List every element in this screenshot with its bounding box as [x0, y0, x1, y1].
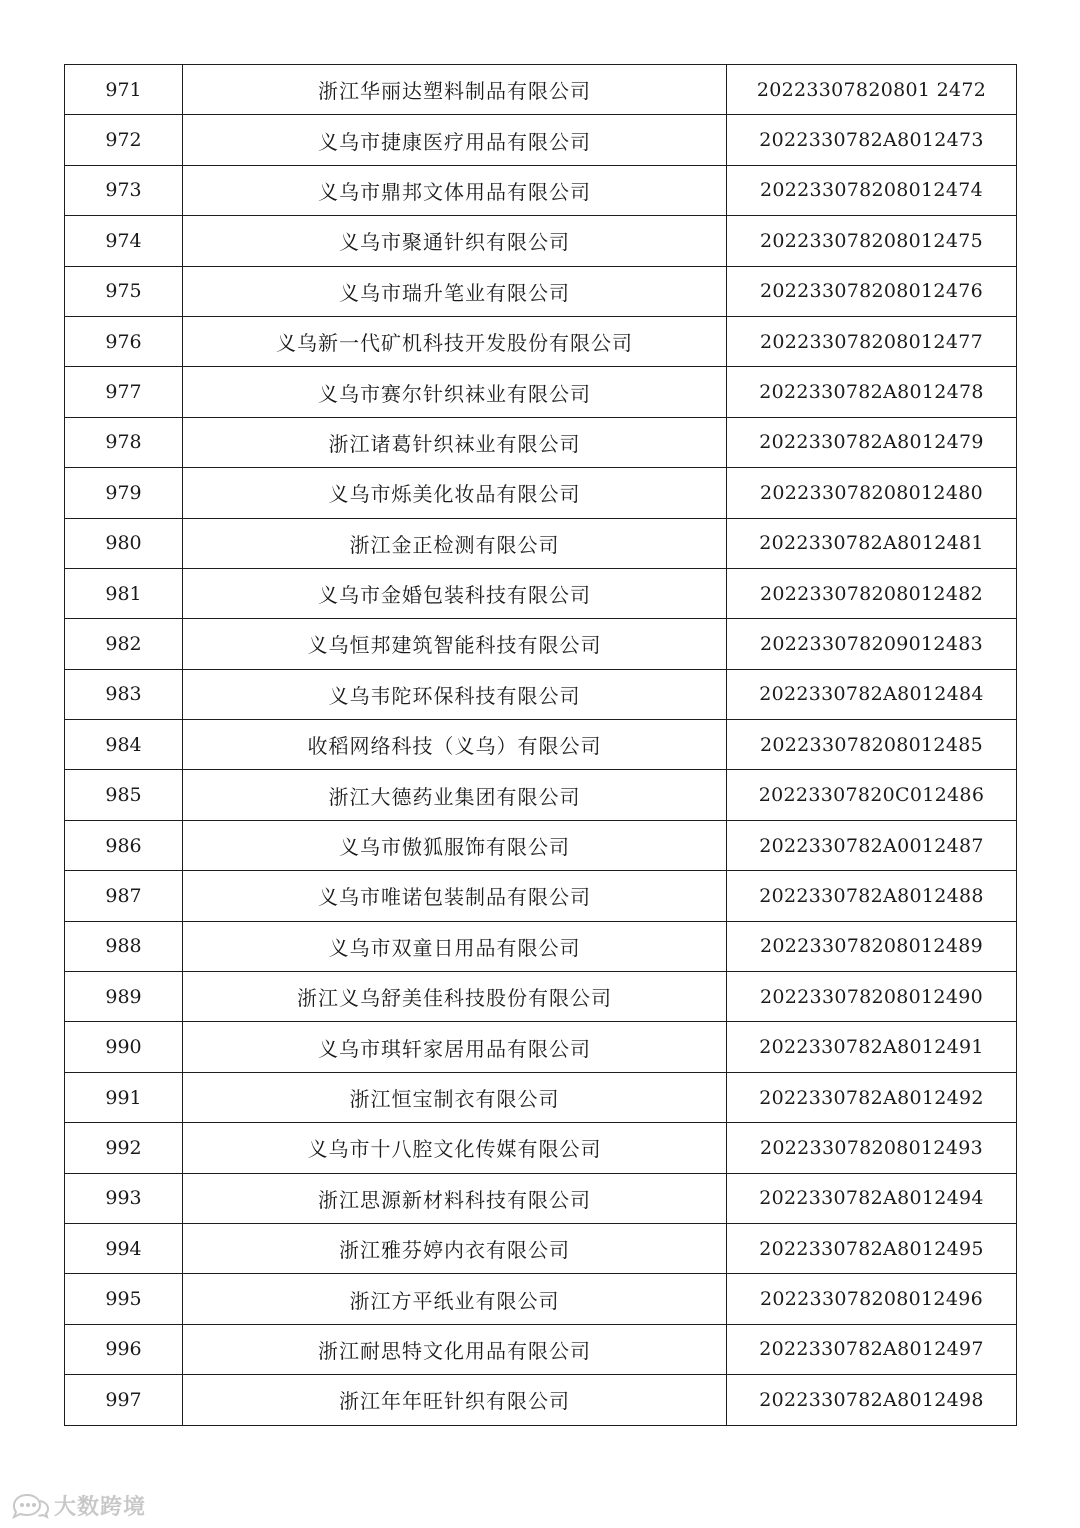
table-row	[65, 619, 1017, 669]
table-row	[65, 568, 1017, 618]
certificate-code-cell: 202233078209012483	[727, 619, 1017, 669]
certificate-code-cell: 2022330782A8012478	[727, 367, 1017, 417]
table-row	[65, 820, 1017, 870]
company-name-cell: 义乌市傲狐服饰有限公司	[183, 820, 727, 870]
certificate-code-cell: 202233078208012475	[727, 216, 1017, 266]
row-number-cell: 986	[65, 820, 183, 870]
row-number-cell: 992	[65, 1123, 183, 1173]
certificate-code-cell: 2022330782A8012481	[727, 518, 1017, 568]
company-name-cell: 义乌市烁美化妆品有限公司	[183, 468, 727, 518]
company-name-cell: 义乌市聚通针织有限公司	[183, 216, 727, 266]
company-name-cell: 义乌市十八腔文化传媒有限公司	[183, 1123, 727, 1173]
company-name-cell: 收稻网络科技（义乌）有限公司	[183, 720, 727, 770]
row-number-cell: 981	[65, 568, 183, 618]
company-name-cell: 浙江耐思特文化用品有限公司	[183, 1324, 727, 1374]
table-row	[65, 367, 1017, 417]
certificate-code-cell: 2022330782A8012473	[727, 115, 1017, 165]
table-row	[65, 518, 1017, 568]
company-name-cell: 浙江雅芬婷内衣有限公司	[183, 1223, 727, 1273]
company-name-cell: 义乌市鼎邦文体用品有限公司	[183, 165, 727, 215]
table-row	[65, 1274, 1017, 1324]
certificate-code-cell: 202233078208012480	[727, 468, 1017, 518]
certificate-code-cell: 202233078208012485	[727, 720, 1017, 770]
company-name-cell: 义乌市捷康医疗用品有限公司	[183, 115, 727, 165]
table-row	[65, 417, 1017, 467]
table-row	[65, 65, 1017, 115]
row-number-cell: 987	[65, 871, 183, 921]
table-row	[65, 669, 1017, 719]
certificate-code-cell: 2022330782A8012484	[727, 669, 1017, 719]
table-body	[65, 65, 1017, 1426]
row-number-cell: 994	[65, 1223, 183, 1273]
company-name-cell: 浙江恒宝制衣有限公司	[183, 1072, 727, 1122]
row-number-cell: 980	[65, 518, 183, 568]
row-number-cell: 971	[65, 65, 183, 115]
certificate-code-cell: 20223307820801 2472	[727, 65, 1017, 115]
table-row	[65, 1324, 1017, 1374]
certificate-code-cell: 2022330782A8012495	[727, 1223, 1017, 1273]
company-name-cell: 义乌市双童日用品有限公司	[183, 921, 727, 971]
row-number-cell: 985	[65, 770, 183, 820]
company-name-cell: 义乌市赛尔针织袜业有限公司	[183, 367, 727, 417]
company-name-cell: 义乌市瑞升笔业有限公司	[183, 266, 727, 316]
certificate-code-cell: 20223307820C012486	[727, 770, 1017, 820]
row-number-cell: 983	[65, 669, 183, 719]
company-name-cell: 义乌市琪轩家居用品有限公司	[183, 1022, 727, 1072]
row-number-cell: 973	[65, 165, 183, 215]
certificate-code-cell: 2022330782A8012498	[727, 1375, 1017, 1425]
company-name-cell: 浙江年年旺针织有限公司	[183, 1375, 727, 1425]
certificate-code-cell: 2022330782A8012488	[727, 871, 1017, 921]
row-number-cell: 984	[65, 720, 183, 770]
certificate-code-cell: 2022330782A8012491	[727, 1022, 1017, 1072]
watermark	[10, 1490, 146, 1521]
table-row	[65, 921, 1017, 971]
table-row	[65, 770, 1017, 820]
table-row	[65, 1022, 1017, 1072]
certificate-code-cell: 202233078208012474	[727, 165, 1017, 215]
certificate-code-cell: 2022330782A8012479	[727, 417, 1017, 467]
table-row	[65, 316, 1017, 366]
certificate-code-cell: 2022330782A0012487	[727, 820, 1017, 870]
certificate-code-cell: 2022330782A8012494	[727, 1173, 1017, 1223]
row-number-cell: 996	[65, 1324, 183, 1374]
table-row	[65, 1375, 1017, 1425]
row-number-cell: 979	[65, 468, 183, 518]
watermark-text: 大数跨境	[54, 1495, 147, 1520]
row-number-cell: 972	[65, 115, 183, 165]
table-row	[65, 266, 1017, 316]
company-name-cell: 浙江大德药业集团有限公司	[183, 770, 727, 820]
company-name-cell: 义乌市金婚包装科技有限公司	[183, 568, 727, 618]
table-row	[65, 1123, 1017, 1173]
table-row	[65, 972, 1017, 1022]
company-name-cell: 浙江方平纸业有限公司	[183, 1274, 727, 1324]
row-number-cell: 993	[65, 1173, 183, 1223]
company-name-cell: 义乌恒邦建筑智能科技有限公司	[183, 619, 727, 669]
certificate-code-cell: 202233078208012496	[727, 1274, 1017, 1324]
row-number-cell: 991	[65, 1072, 183, 1122]
company-name-cell: 义乌市唯诺包装制品有限公司	[183, 871, 727, 921]
row-number-cell: 988	[65, 921, 183, 971]
chat-bubble-logo-icon	[10, 1493, 50, 1519]
table-row	[65, 115, 1017, 165]
table-row	[65, 1173, 1017, 1223]
table-row	[65, 1223, 1017, 1273]
table-row	[65, 1072, 1017, 1122]
company-name-cell: 浙江华丽达塑料制品有限公司	[183, 65, 727, 115]
certificate-code-cell: 2022330782A8012497	[727, 1324, 1017, 1374]
certificate-code-cell: 202233078208012477	[727, 316, 1017, 366]
table-row	[65, 468, 1017, 518]
certificate-code-cell: 202233078208012482	[727, 568, 1017, 618]
table-row	[65, 216, 1017, 266]
row-number-cell: 989	[65, 972, 183, 1022]
certificate-code-cell: 2022330782A8012492	[727, 1072, 1017, 1122]
row-number-cell: 976	[65, 316, 183, 366]
table-row	[65, 165, 1017, 215]
company-name-cell: 义乌韦陀环保科技有限公司	[183, 669, 727, 719]
table-row	[65, 720, 1017, 770]
row-number-cell: 995	[65, 1274, 183, 1324]
company-name-cell: 浙江金正检测有限公司	[183, 518, 727, 568]
row-number-cell: 974	[65, 216, 183, 266]
row-number-cell: 982	[65, 619, 183, 669]
company-name-cell: 浙江诸葛针织袜业有限公司	[183, 417, 727, 467]
certificate-code-cell: 202233078208012476	[727, 266, 1017, 316]
company-list-table	[64, 64, 1017, 1426]
company-name-cell: 浙江义乌舒美佳科技股份有限公司	[183, 972, 727, 1022]
certificate-code-cell: 202233078208012489	[727, 921, 1017, 971]
row-number-cell: 997	[65, 1375, 183, 1425]
table-row	[65, 871, 1017, 921]
row-number-cell: 975	[65, 266, 183, 316]
row-number-cell: 990	[65, 1022, 183, 1072]
company-name-cell: 义乌新一代矿机科技开发股份有限公司	[183, 316, 727, 366]
company-name-cell: 浙江思源新材料科技有限公司	[183, 1173, 727, 1223]
row-number-cell: 978	[65, 417, 183, 467]
row-number-cell: 977	[65, 367, 183, 417]
certificate-code-cell: 202233078208012490	[727, 972, 1017, 1022]
certificate-code-cell: 202233078208012493	[727, 1123, 1017, 1173]
